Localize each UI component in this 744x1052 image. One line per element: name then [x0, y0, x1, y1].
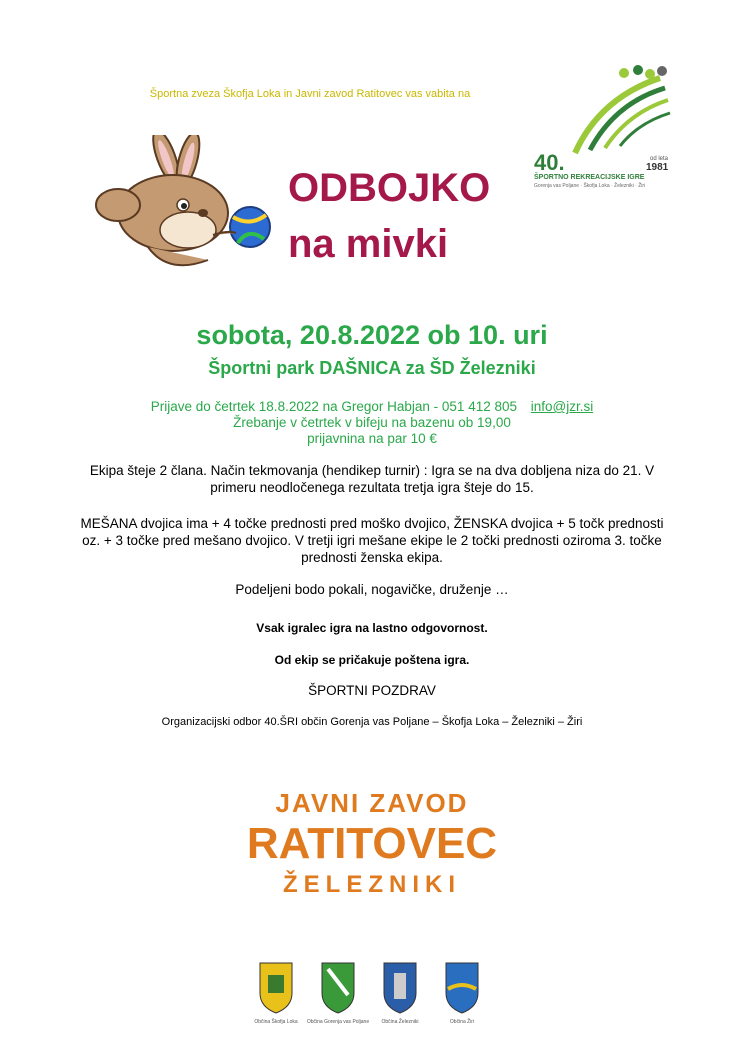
gorenja-vas-poljane-coat-icon — [307, 963, 369, 1025]
organizer: Organizacijski odbor 40.ŠRI občin Gorenja vas Poljane – Škofja Loka – Železniki – Žiri — [161, 716, 583, 728]
paragraph-handicap: MEŠANA dvojica ima + 4 točke prednosti pred moško dvojico, ŽENSKA dvojica + 5 točk prednosti oz. + 3 točke pred mešano dvojico. V tretji igri mešane ekipe le 2 točki prednosti oziroma 3. točke prednosti ženska ekipa. — [80, 516, 664, 565]
event-venue: Športni park DAŠNICA za ŠD Železniki — [208, 358, 536, 378]
logo40-places: Gorenja vas Poljane · Škofja Loka · Železniki · Žiri — [534, 183, 646, 189]
ratitovec-logo — [222, 780, 522, 900]
title-line-1: ODBOJKO — [288, 166, 491, 210]
sri-40-logo — [530, 58, 680, 198]
municipality-coats-of-arms — [248, 955, 494, 1035]
logo40-since: od leta — [650, 156, 669, 162]
zelezniki-coat-icon — [382, 963, 419, 1025]
coat-label-gorenja-vas: Občina Gorenja vas Poljane — [306, 1019, 370, 1025]
greeting: ŠPORTNI POZDRAV — [308, 683, 436, 698]
note-responsibility: Vsak igralec igra na lastno odgovornost. — [256, 621, 488, 635]
logo40-number: 40. — [534, 150, 565, 175]
title-line-2: na mivki — [288, 222, 449, 266]
intro-text: Športna zveza Škofja Loka in Javni zavod Ratitovec vas vabita na — [149, 88, 471, 100]
ratitovec-line-1: JAVNI ZAVOD — [275, 788, 469, 818]
note-fair-play: Od ekip se pričakuje poštena igra. — [274, 653, 470, 667]
coat-label-skofja-loka: Občina Škofja Loka — [254, 1019, 298, 1025]
logo40-title: ŠPORTNO REKREACIJSKE IGRE — [534, 174, 645, 181]
registration-line-1 — [0, 399, 744, 414]
email-link[interactable]: info@jzr.si — [530, 399, 594, 414]
ziri-coat-icon — [446, 963, 478, 1025]
coat-label-zelezniki: Občina Železniki — [381, 1019, 419, 1025]
paragraph-rules: Ekipa šteje 2 člana. Način tekmovanja (hendikep turnir) : Igra se na dva dobljena niza do 21. V primeru neodločenega rezultata tretja igra šteje do 15. — [89, 463, 655, 495]
skofja-loka-coat-icon — [254, 963, 298, 1025]
logo40-year: 1981 — [646, 162, 669, 173]
bunny-mascot-illustration — [88, 135, 278, 285]
paragraph-prizes: Podeljeni bodo pokali, nogavičke, druženje … — [235, 582, 509, 597]
registration-contact: Prijave do četrtek 18.8.2022 na Gregor Habjan - 051 412 805 — [150, 399, 517, 414]
event-date: sobota, 20.8.2022 ob 10. uri — [196, 320, 548, 350]
ratitovec-line-3: ŽELEZNIKI — [283, 871, 461, 898]
registration-line-3: prijavnina na par 10 € — [307, 431, 437, 446]
registration-line-2: Žrebanje v četrtek v bifeju na bazenu ob 19,00 — [233, 415, 511, 430]
ratitovec-line-2: RATITOVEC — [246, 819, 498, 868]
coat-label-ziri: Občina Žiri — [449, 1019, 475, 1025]
